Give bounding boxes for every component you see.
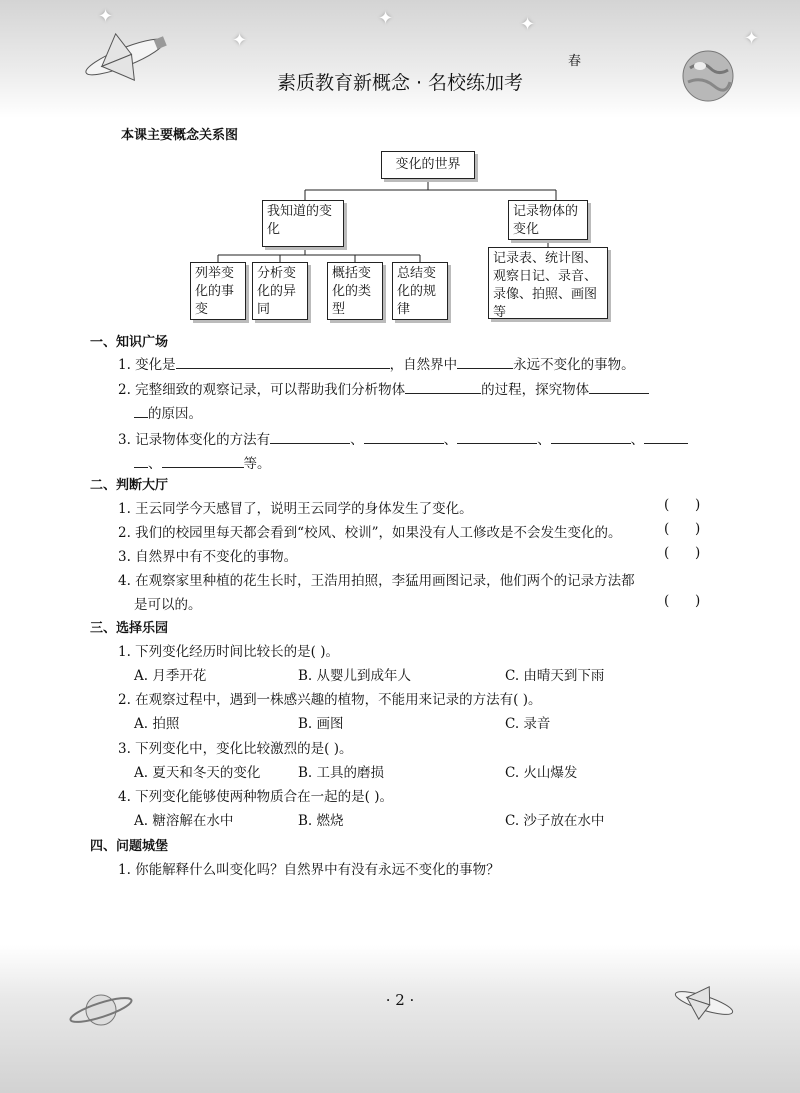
season-label: 春 — [568, 54, 582, 69]
left-branch-node: 我知道的变化 — [262, 200, 344, 247]
option-a[interactable]: A. 糖溶解在水中 — [134, 813, 234, 829]
answer-blank[interactable] — [589, 380, 649, 394]
answer-parentheses[interactable]: ( ) — [664, 545, 701, 561]
option-c[interactable]: C. 由晴天到下雨 — [505, 668, 605, 684]
answer-blank[interactable] — [457, 430, 537, 444]
option-b[interactable]: B. 画图 — [298, 716, 344, 732]
question-1: 1. 变化是 ，自然界中 永远不变化的事物。 — [118, 357, 635, 373]
concept-map-title: 本课主要概念关系图 — [121, 128, 239, 143]
answer-blank[interactable] — [364, 430, 444, 444]
leaf-node: 分析变化的异同 — [252, 262, 308, 320]
open-question: 1. 你能解释什么叫变化吗？自然界中有没有永远不变化的事物？ — [118, 862, 500, 878]
leaf-node: 概括变化的类型 — [327, 262, 383, 320]
answer-parentheses[interactable]: ( ) — [664, 593, 701, 609]
answer-blank[interactable] — [457, 355, 513, 369]
section-title: 二、判断大厅 — [90, 478, 169, 493]
judge-item: 1. 王云同学今天感冒了，说明王云同学的身体发生了变化。 — [118, 501, 473, 517]
answer-blank[interactable] — [405, 380, 481, 394]
header-title: 素质教育新概念 · 名校练加考 — [276, 72, 524, 94]
judge-item-cont: 是可以的。 — [134, 597, 202, 613]
option-a[interactable]: A. 月季开花 — [134, 668, 207, 684]
section-title: 四、问题城堡 — [90, 839, 169, 854]
answer-parentheses[interactable]: ( ) — [664, 521, 701, 537]
answer-parentheses[interactable]: ( ) — [664, 497, 701, 513]
choice-question: 2. 在观察过程中，遇到一株感兴趣的植物，不能用来记录的方法有( )。 — [118, 692, 542, 708]
answer-blank[interactable] — [644, 430, 688, 444]
root-node: 变化的世界 — [381, 151, 475, 179]
answer-blank[interactable] — [134, 404, 148, 418]
section-title: 三、选择乐园 — [90, 621, 169, 636]
option-c[interactable]: C. 录音 — [505, 716, 551, 732]
judge-item: 3. 自然界中有不变化的事物。 — [118, 549, 298, 565]
option-b[interactable]: B. 工具的磨损 — [298, 765, 385, 781]
judge-item: 2. 我们的校园里每天都会看到“校风、校训”，如果没有人工修改是不会发生变化的。 — [118, 525, 622, 541]
star-icon: ✦ — [520, 14, 536, 35]
answer-blank[interactable] — [176, 355, 390, 369]
section-title: 一、知识广场 — [90, 335, 169, 350]
option-a[interactable]: A. 夏天和冬天的变化 — [134, 765, 261, 781]
star-icon: ✦ — [378, 8, 394, 29]
leaf-node: 总结变化的规律 — [392, 262, 448, 320]
option-c[interactable]: C. 火山爆发 — [505, 765, 578, 781]
choice-question: 4. 下列变化能够使两种物质合在一起的是( )。 — [118, 789, 393, 805]
question-3-cont: 、 等。 — [134, 452, 271, 472]
page-number: · 2 · — [385, 991, 415, 1009]
star-icon: ✦ — [744, 28, 760, 49]
option-b[interactable]: B. 燃烧 — [298, 813, 344, 829]
choice-question: 1. 下列变化经历时间比较长的是( )。 — [118, 644, 339, 660]
question-2: 2. 完整细致的观察记录，可以帮助我们分析物体 的过程，探究物体 — [118, 378, 649, 398]
choice-question: 3. 下列变化中，变化比较激烈的是( )。 — [118, 741, 353, 757]
option-c[interactable]: C. 沙子放在水中 — [505, 813, 605, 829]
option-a[interactable]: A. 拍照 — [134, 716, 180, 732]
star-icon: ✦ — [232, 30, 248, 51]
leaf-node: 列举变化的事变 — [190, 262, 246, 320]
option-b[interactable]: B. 从婴儿到成年人 — [298, 668, 412, 684]
answer-blank[interactable] — [551, 430, 631, 444]
question-3: 3. 记录物体变化的方法有 、 、 、 、 — [118, 428, 688, 448]
star-icon: ✦ — [98, 6, 114, 27]
question-2-cont: 的原因。 — [134, 402, 202, 422]
leaf-node-methods: 记录表、统计图、观察日记、录音、录像、拍照、画图等 — [488, 247, 608, 319]
answer-blank[interactable] — [270, 430, 350, 444]
answer-blank[interactable] — [134, 454, 148, 468]
answer-blank[interactable] — [162, 454, 244, 468]
right-branch-node: 记录物体的变化 — [508, 200, 588, 240]
judge-item: 4. 在观察家里种植的花生长时，王浩用拍照，李猛用画图记录，他们两个的记录方法都 — [118, 573, 635, 589]
